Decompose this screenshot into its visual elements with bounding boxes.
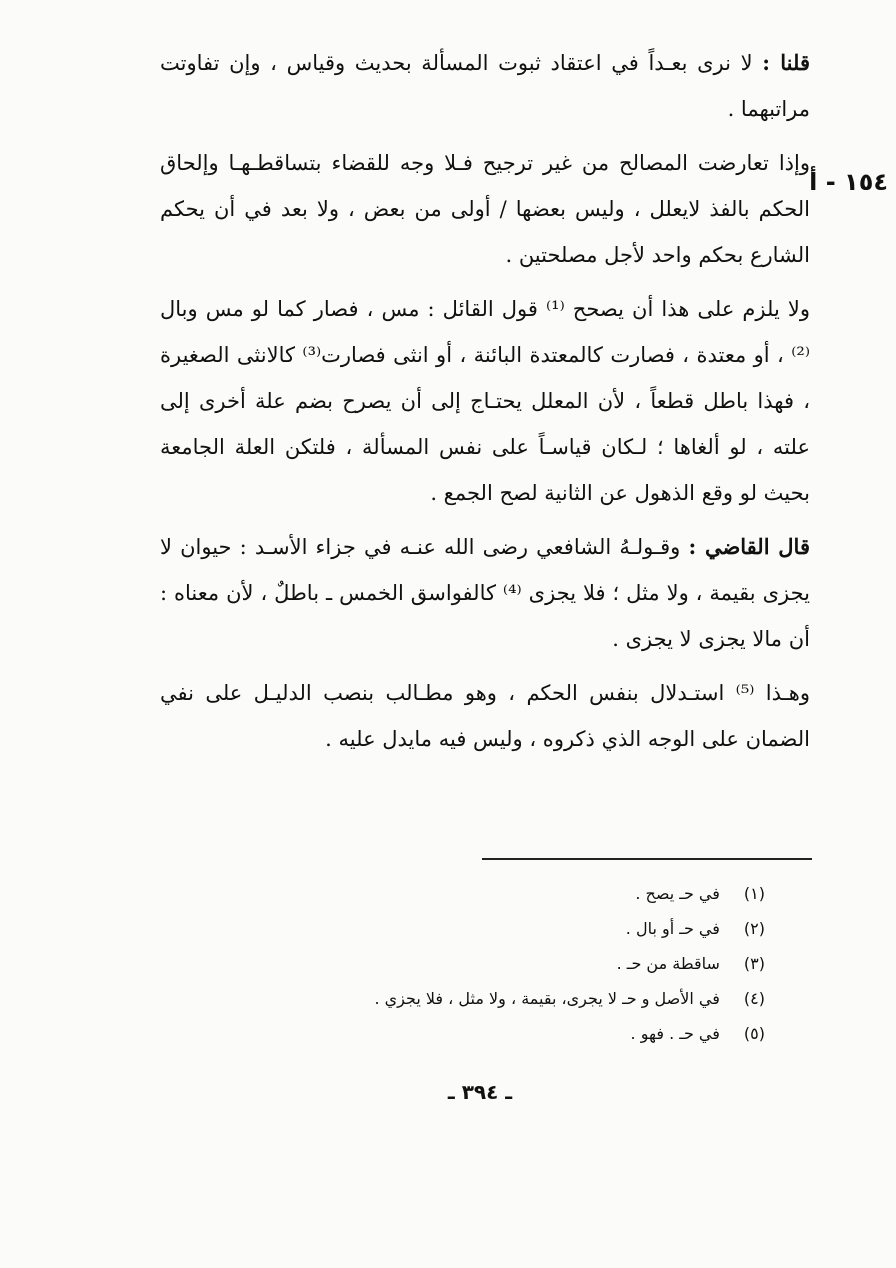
paragraph-text: وقـولـهُ الشافعي رضى الله عنـه في جزاء الأسـد : حيوان لا يجزى بقيمة ، ولا مثل ؛ فلا يجزى ⁽⁴⁾ كالفواسق الخمس ـ باطلٌ ، لأن معناه : أن مالا يجزى لا يجزى .: [160, 535, 810, 651]
footnote-text: في حـ يصح .: [635, 884, 720, 903]
paragraph-4: [160, 524, 810, 662]
footnote-number: (٤): [743, 989, 765, 1008]
paragraph-text: وإذا تعارضت المصالح من غير ترجيح فـلا وجه للقضاء بتساقطـهـا وإلحاق الحكم بالفذ لايعلل ، وليس بعضها / أولى من بعض ، ولا بعد في أن يحكم الشارع بحكم واحد لأجل مصلحتين .: [160, 151, 810, 267]
footnote: [240, 1016, 765, 1051]
footnote: [240, 876, 765, 911]
footnote-number: (٣): [743, 954, 765, 973]
paragraph-text: وهـذا ⁽⁵⁾ استـدلال بنفس الحكم ، وهو مطـالب بنصب الدليـل على نفي الضمان على الوجه الذي ذكروه ، وليس فيه مايدل عليه .: [160, 681, 810, 751]
footnote-number: (٥): [743, 1024, 765, 1043]
footnote-text: في حـ . فهو .: [630, 1024, 720, 1043]
footnote: [240, 981, 765, 1016]
paragraph-lead: قال القاضي :: [688, 534, 810, 559]
paragraph-lead: قلنا :: [762, 50, 810, 75]
footnote-text: في حـ أو بال .: [625, 919, 720, 938]
footnote: [240, 911, 765, 946]
margin-folio-reference: ١٥٤ - أ: [809, 168, 888, 196]
footnote: [240, 946, 765, 981]
footnote-number: (٢): [743, 919, 765, 938]
main-text: [160, 40, 810, 770]
footnote-text: ساقطة من حـ .: [616, 954, 720, 973]
page-number: ـ ٣٩٤ ـ: [447, 1080, 513, 1104]
footnote-text: في الأصل و حـ لا يجرى، بقيمة ، ولا مثل ، فلا يجزي .: [374, 989, 720, 1008]
paragraph-5: [160, 670, 810, 762]
footnote-number: (١): [743, 884, 765, 903]
footnote-separator: [482, 858, 812, 860]
paragraph-text: ولا يلزم على هذا أن يصحح ⁽¹⁾ قول القائل : مس ، فصار كما لو مس وبال ⁽²⁾ ، أو معتدة ، فصارت كالمعتدة البائنة ، أو انثى فصارت⁽³⁾ كالانثى الصغيرة ، فهذا باطل قطعاً ، لأن المعلل يحتـاج إلى أن يصرح بضم علة أخرى إلى علته ، لو ألغاها ؛ لـكان قياسـاً على نفس المسألة ، فلتكن العلة الجامعة بحيث لو وقع الذهول عن الثانية لصح الجمع .: [160, 297, 810, 505]
footnotes: [240, 876, 765, 1051]
paragraph-3: [160, 286, 810, 516]
paragraph-1: [160, 40, 810, 132]
paragraph-2: [160, 140, 810, 278]
paragraph-text: لا نرى بعـداً في اعتقاد ثبوت المسألة بحديث وقياس ، وإن تفاوتت مراتبهما .: [160, 51, 810, 121]
